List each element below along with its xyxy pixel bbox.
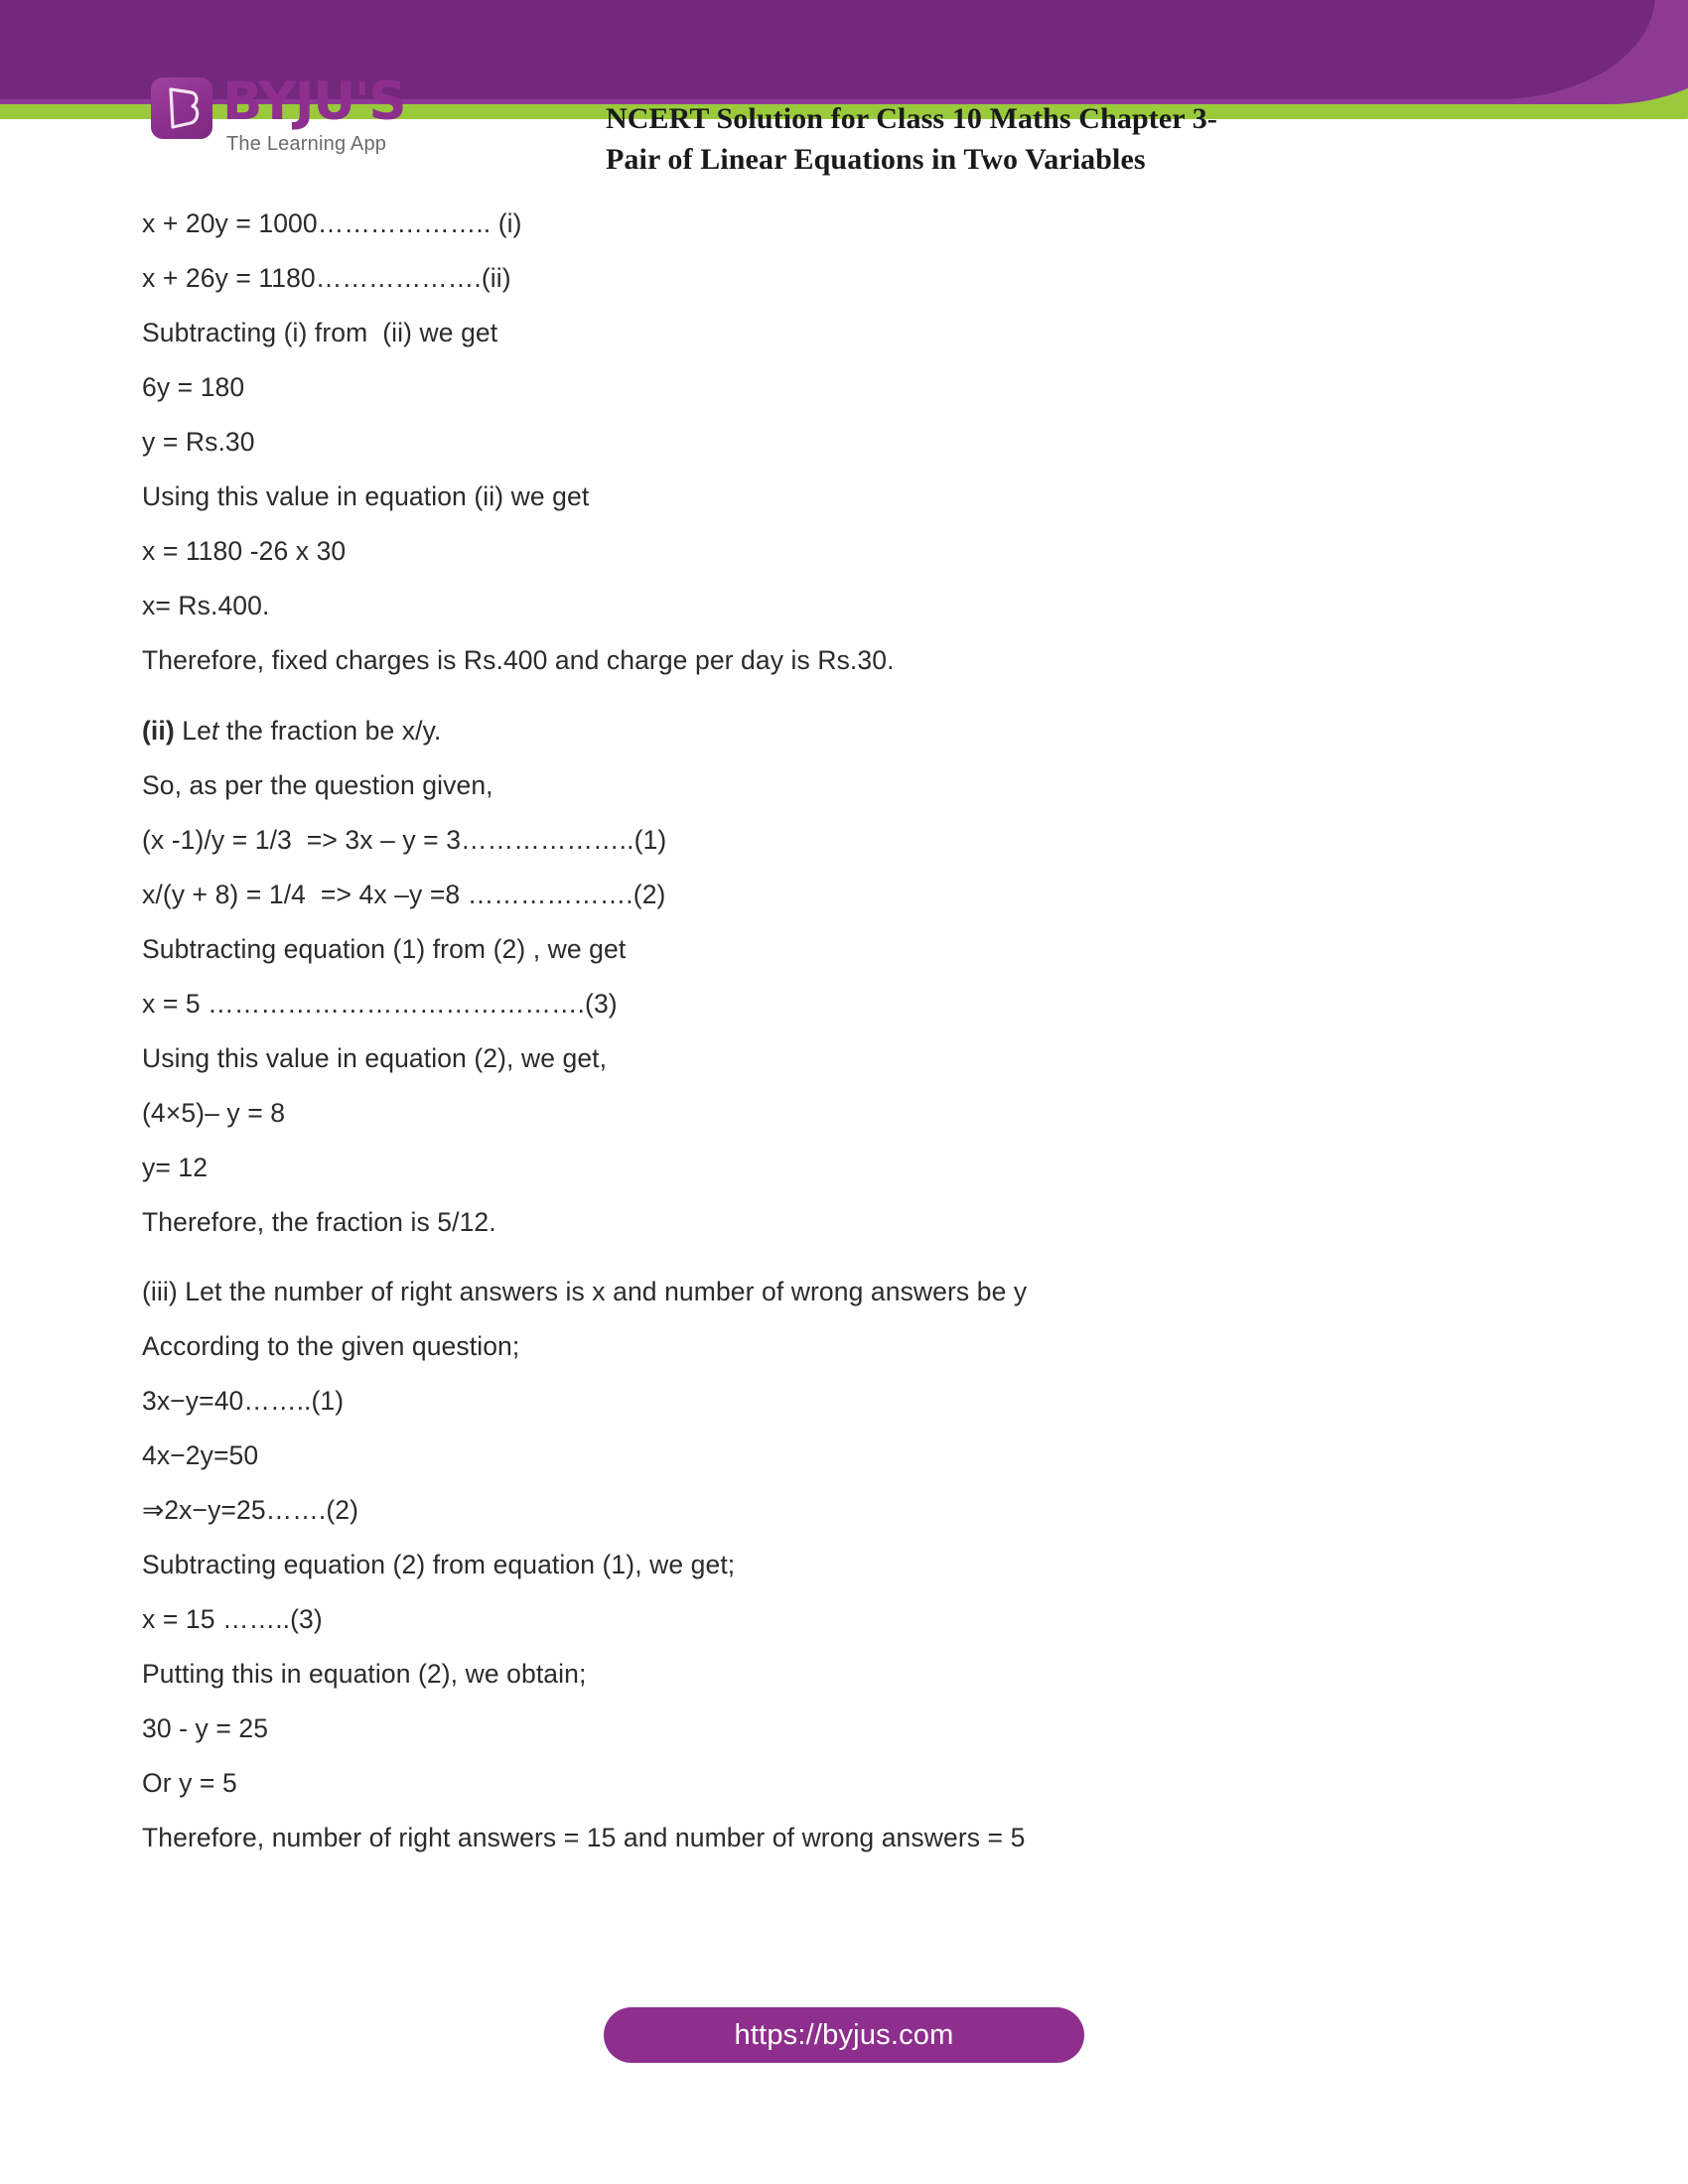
text-line-eq-iii-3: x = 15 ……..(3): [142, 1604, 323, 1634]
text-line-x-value: x= Rs.400.: [142, 591, 270, 620]
text-line-eq-2: x/(y + 8) = 1/4 => 4x –y =8 ……………….(2): [142, 879, 666, 909]
text-line-eq-3: x = 5 …………………………………….(3): [142, 988, 618, 1019]
text-line-according-to: According to the given question;: [142, 1331, 520, 1361]
text-line-y-value: y = Rs.30: [142, 427, 255, 457]
byjus-logo: [151, 71, 439, 165]
text-line-conclusion-1: Therefore, fixed charges is Rs.400 and charge per day is Rs.30.: [142, 645, 895, 675]
page-title-line-2: Pair of Linear Equations in Two Variables: [606, 142, 1146, 176]
text-emphasis: (ii): [142, 715, 175, 746]
text-line-eq-i: x + 20y = 1000……………….. (i): [142, 208, 522, 238]
text-line-subtract-2-1: Subtracting equation (2) from equation (1), we get;: [142, 1550, 736, 1579]
text-line-eq-iii-1: 3x−y=40……..(1): [142, 1386, 345, 1416]
text-line-thirty-minus-y: 30 - y = 25: [142, 1713, 269, 1743]
text-line-part-iii-intro: (iii) Let the number of right answers is x and number of wrong answers be y: [142, 1277, 1028, 1306]
text-line-y-12: y= 12: [142, 1152, 209, 1182]
byjus-b-logo-icon: [151, 77, 212, 139]
text-line-substituted: (4×5)– y = 8: [142, 1097, 286, 1128]
text-line-use-value-2: Using this value in equation (2), we get,: [142, 1042, 608, 1073]
text-italic: t: [211, 715, 219, 746]
text-line-as-per-question: So, as per the question given,: [142, 769, 493, 800]
text-line-x-expr: x = 1180 -26 x 30: [142, 536, 347, 566]
text-line-eq-iii-raw: 4x−2y=50: [142, 1440, 259, 1470]
solution-body: [142, 210, 1552, 1879]
text-line-conclusion-3: Therefore, number of right answers = 15 and number of wrong answers = 5: [142, 1823, 1026, 1852]
byjus-wordmark: BYJU'S: [222, 71, 406, 132]
text-line-conclusion-2: Therefore, the fraction is 5/12.: [142, 1206, 496, 1237]
text-line-use-value-ii: Using this value in equation (ii) we get: [142, 481, 590, 511]
byjus-website-link[interactable]: https://byjus.com: [604, 2007, 1084, 2063]
text-line-part-ii-intro: (ii) Let the fraction be x/y.: [142, 715, 442, 746]
byjus-tagline: The Learning App: [226, 133, 387, 155]
text-line-putting-in-2: Putting this in equation (2), we obtain;: [142, 1659, 587, 1689]
text-line-eq-1: (x -1)/y = 1/3 => 3x – y = 3………………..(1): [142, 824, 667, 855]
text-line-or-y-5: Or y = 5: [142, 1768, 237, 1798]
text-line-six-y: 6y = 180: [142, 372, 245, 402]
text-line-subtract-i-ii: Subtracting (i) from (ii) we get: [142, 318, 498, 347]
page-title: [606, 99, 1420, 180]
text-line-eq-ii: x + 26y = 1180……………….(ii): [142, 263, 511, 293]
text-line-eq-iii-2: ⇒2x−y=25…….(2): [142, 1495, 359, 1525]
text-line-subtract-1-2: Subtracting equation (1) from (2) , we get: [142, 933, 627, 964]
page-title-line-1: NCERT Solution for Class 10 Maths Chapter 3-: [606, 102, 1217, 135]
